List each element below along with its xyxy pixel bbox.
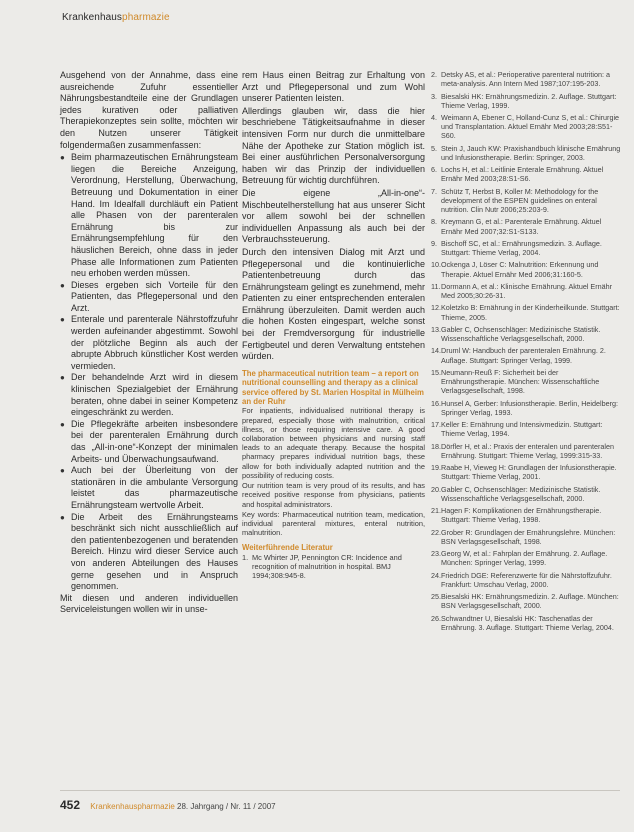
text-column-1 bbox=[60, 70, 238, 617]
reference-item bbox=[431, 325, 621, 343]
footer-rule bbox=[60, 790, 620, 791]
list-item: ● Der behandelnde Arzt wird in diesem klinischen Spezialgebiet der Ernährung beraten, ohne dabei in seiner Kompetenz eingeschränkt zu werden. bbox=[60, 372, 238, 418]
reference-text: Ockenga J, Löser C: Malnutrition: Erkennung und Therapie. Aktuel Ernähr Med 2006;31:160-5. bbox=[441, 260, 599, 279]
reference-number: 24. bbox=[431, 570, 441, 580]
footer-issue: 28. Jahrgang / Nr. 11 / 2007 bbox=[177, 802, 276, 811]
reference-text: Georg W, et al.: Fahrplan der Ernährung. 2. Auflage. München: Springer Verlag, 1999. bbox=[441, 549, 608, 568]
reference-text: Kreymann G, et al.: Parenterale Ernährung. Aktuel Ernähr Med 2007;32:S1-S133. bbox=[441, 217, 602, 236]
references-column bbox=[431, 70, 621, 635]
reference-item bbox=[431, 92, 621, 110]
page-number: 452 bbox=[60, 798, 81, 812]
reference-text: Weimann A, Ebener C, Holland-Cunz S, et al.: Chirurgie und Transplantation. Aktuel Ernähr Med 2003;28:S51-S60. bbox=[441, 113, 620, 141]
reference-item bbox=[431, 528, 621, 546]
reference-number: 18. bbox=[431, 441, 441, 451]
list-item: ● Enterale und parenterale Nährstoffzufuhr werden aufeinander abgestimmt. Sowohl der plötzliche Beginn als auch der abrupte Abbruch künstlicher Kost werden vermieden. bbox=[60, 314, 238, 372]
reference-text: Neumann-Reuß F: Sicherheit bei der Ernährungstherapie. München: Wissenschaftliche Verlagsgesellschaft, 1998. bbox=[441, 367, 600, 396]
footer-magazine: Krankenhauspharmazie bbox=[90, 802, 175, 811]
list-item: ● Die Arbeit des Ernährungsteams beschränkt sich nicht ausschließlich auf den patientenbezogenen und beratenden Bereich. Hinzu wird dieser Service auch von anderen Abteilungen des Hauses gerne gesehen und in Anspruch genommen. bbox=[60, 512, 238, 593]
reference-item bbox=[431, 399, 621, 417]
reference-item bbox=[431, 144, 621, 162]
reference-number: 25. bbox=[431, 592, 441, 602]
body-paragraph: Durch den intensiven Dialog mit Arzt und Pflegepersonal und die kontinuierliche Patientenbetreuung durch das Ernährungsteam gelingt es zunehmend, mehr Patienten zu einer entsprechenden enteralen Ernährung überzuleiten. Damit werden auch die hohen Kosten eingespart, welche sonst bei der Fremdversorgung für industrielle Fertigbeutel und deren Verwaltung entstehen würden. bbox=[242, 246, 425, 362]
list-item: ● Die Pflegekräfte arbeiten insbesondere bei der parenteralen Ernährung durch das „All-in-one“-Konzept der minimalen Arbeits- und Überwachungsaufwand. bbox=[60, 419, 238, 465]
reference-number: 1. bbox=[242, 552, 249, 562]
reference-number: 9. bbox=[431, 238, 437, 248]
reference-text: Gabler C, Ochsenschläger: Medizinische Statistik. Wissenschaftliche Verlagsgesellschaft, 2000. bbox=[441, 484, 601, 503]
reference-number: 20. bbox=[431, 484, 441, 494]
english-summary-title: The pharmaceutical nutrition team – a report on nutritional counselling and therapy as a clinical service offered by St. Marien Hospital in Mülheim an der Ruhr bbox=[242, 368, 424, 407]
reference-text: Koletzko B: Ernährung in der Kinderheilkunde. Stuttgart: Thieme, 2005. bbox=[441, 303, 620, 322]
intro-paragraph: Ausgehend von der Annahme, dass eine ausreichende Zufuhr essentieller Nährungsbestandteile eine der Grundlagen jedes kurativen oder palliativen Therapiekonzeptes sein sollte, möchten wir den Nutzen unserer Tätigkeit folgendermaßen zusammenfassen: bbox=[60, 70, 238, 150]
reference-number: 21. bbox=[431, 506, 441, 516]
reference-item bbox=[431, 70, 621, 88]
reference-number: 5. bbox=[431, 143, 437, 153]
reference-item bbox=[431, 217, 621, 235]
reference-list bbox=[431, 70, 621, 632]
reference-number: 13. bbox=[431, 324, 441, 334]
reference-number: 26. bbox=[431, 613, 441, 623]
reference-item bbox=[431, 187, 621, 215]
reference-item bbox=[431, 346, 621, 364]
reference-item bbox=[431, 592, 621, 610]
outro-paragraph: Mit diesen und anderen individuellen Serviceleistungen wollen wir in unse- bbox=[60, 592, 238, 615]
header-brand-part2: pharmazie bbox=[122, 12, 170, 23]
reference-item bbox=[431, 368, 621, 396]
reference-item bbox=[431, 549, 621, 567]
reference-text: Mc Whirter JP, Pennington CR: Incidence and recognition of malnutrition in hospital. BMJ 1994;308:945-8. bbox=[252, 552, 402, 581]
reference-number: 17. bbox=[431, 420, 441, 430]
summary-paragraph: Key words: Pharmaceutical nutrition team, medication, individual parenteral mixtures, enteral nutrition, malnutrition. bbox=[242, 509, 425, 538]
reference-text: Gabler C, Ochsenschläger: Medizinische Statistik. Wissenschaftliche Verlagsgesellschaft, 2000. bbox=[441, 324, 601, 344]
reference-text: Friedrich DGE: Referenzwerte für die Nährstoffzufuhr. Frankfurt: Umschau Verlag, 2000. bbox=[441, 570, 612, 589]
reference-number: 23. bbox=[431, 549, 441, 559]
reference-number: 4. bbox=[431, 113, 437, 122]
reference-number: 10. bbox=[431, 260, 441, 270]
reference-text: Keller E: Ernährung und Intensivmedizin. Stuttgart: Thieme Verlag, 1994. bbox=[441, 420, 603, 439]
reference-text: Schütz T, Herbst B, Koller M: Methodology for the development of the ESPEN guidelines on enteral nutrition. Clin Nutr 2006;25:203-9. bbox=[441, 186, 599, 215]
summary-paragraph: Our nutrition team is very proud of its results, and has received positive response from physicians, patients and hospital administrators. bbox=[242, 481, 425, 509]
reference-number: 12. bbox=[431, 303, 441, 313]
list-item: ● Dieses ergeben sich Vorteile für den Patienten, das Pflegepersonal und den Arzt. bbox=[60, 280, 238, 315]
literature-heading: Weiterführende Literatur bbox=[242, 543, 333, 553]
reference-text: Biesalski HK: Ernährungsmedizin. 2. Auflage. München: BSN Verlagsgesellschaft, 2000. bbox=[441, 592, 619, 611]
body-paragraph: Die eigene „All-in-one“-Mischbeutelherstellung hat aus unserer Sicht vor allem sowohl bei der schnellen individuellen Anpassung als auch bei der Verbrauchssteuerung. bbox=[242, 187, 425, 245]
reference-text: Biesalski HK: Ernährungsmedizin. 2. Auflage. Stuttgart: Thieme Verlag, 1999. bbox=[441, 91, 617, 110]
reference-text: Grober R: Grundlagen der Ernährungslehre. München: BSN Verlagsgesellschaft, 1998. bbox=[441, 527, 616, 546]
reference-number: 7. bbox=[431, 186, 437, 196]
header-brand-part1: Krankenhaus bbox=[62, 12, 123, 23]
reference-item bbox=[431, 463, 621, 481]
reference-number: 11. bbox=[431, 281, 441, 291]
reference-item bbox=[431, 282, 621, 300]
reference-text: Druml W: Handbuch der parenteralen Ernährung. 2. Auflage. Stuttgart: Springer Verlag, 1999. bbox=[441, 346, 606, 365]
running-header bbox=[62, 12, 170, 23]
reference-text: Bischoff SC, et al.: Ernährungsmedizin. 3. Auflage. Stuttgart: Thieme Verlag, 2004. bbox=[441, 238, 602, 258]
reference-number: 3. bbox=[431, 91, 437, 101]
benefits-list bbox=[60, 152, 238, 593]
reference-text: Lochs H, et al.: Leitlinie Enterale Ernährung. Aktuel Ernähr Med 2003;28:S1-S6. bbox=[441, 165, 604, 184]
body-paragraph: Allerdings glauben wir, dass die hier beschriebene Tätigkeitsaufnahme in dieser intensiven Form nur durch die unmittelbare Nähe der Apotheke zur Station möglich ist. Bei einer ausführlichen Personalversorgung haben wir das Prinzip der individuellen Betreuung für wichtig durchführen. bbox=[242, 105, 425, 186]
reference-text: Dörfler H, et al.: Praxis der enteralen und parenteralen Ernährung. Stuttgart: Thieme Verlag, 1999:315-33. bbox=[441, 441, 614, 460]
reference-item bbox=[431, 113, 621, 141]
reference-number: 14. bbox=[431, 346, 441, 356]
reference-item bbox=[431, 420, 621, 438]
reference-number: 16. bbox=[431, 398, 441, 408]
reference-number: 19. bbox=[431, 463, 441, 473]
reference-number: 22. bbox=[431, 527, 441, 537]
reference-text: Hagen F: Komplikationen der Ernährungstherapie. Stuttgart: Thieme Verlag, 1998. bbox=[441, 506, 602, 525]
reference-number: 6. bbox=[431, 165, 437, 175]
reference-item bbox=[431, 614, 621, 632]
reference-number: 8. bbox=[431, 217, 437, 227]
reference-item bbox=[431, 506, 621, 524]
reference-item bbox=[431, 442, 621, 460]
reference-text: Raabe H, Vieweg H: Grundlagen der Infusionstherapie. Stuttgart: Thieme Verlag, 2001. bbox=[441, 463, 617, 482]
reference-item bbox=[431, 260, 621, 278]
reference-text: Dormann A, et al.: Klinische Ernährung. Aktuel Ernähr Med 2005;30:26-31. bbox=[441, 281, 612, 301]
page-footer bbox=[60, 798, 276, 812]
reference-item bbox=[431, 239, 621, 257]
text-column-2 bbox=[242, 70, 425, 580]
summary-paragraph: For inpatients, individualised nutritional therapy is prepared, especially those with malnutrition, critical illness, or those requiring intensive care. A good collaboration between physicians and nursing staff leads to an adequate therapy. Because the hospital pharmacy prepares individual nutrition bags, these allow for both individually adapted nutrition and the possibility of reducing costs. bbox=[242, 406, 425, 480]
reference-text: Stein J, Jauch KW: Praxishandbuch klinische Ernährung und Infusionstherapie. Berlin: Springer, 2003. bbox=[441, 143, 621, 162]
reference-item bbox=[242, 553, 425, 581]
reference-number: 15. bbox=[431, 367, 441, 377]
reference-item bbox=[431, 485, 621, 503]
reference-item bbox=[431, 165, 621, 183]
reference-text: Detsky AS, et al.: Perioperative parenteral nutrition: a meta-analysis. Ann Intern Med 1987;107:195-203. bbox=[441, 70, 610, 89]
reference-item bbox=[431, 571, 621, 589]
body-paragraph: rem Haus einen Beitrag zur Erhaltung von Arzt und Pflegepersonal und zum Wohl unserer Patienten leisten. bbox=[242, 70, 425, 104]
list-item: ● Auch bei der Überleitung von der stationären in die ambulante Versorgung leistet das pharmazeutische Ernährungsteam wertvolle Arbeit. bbox=[60, 465, 238, 511]
list-item: ● Beim pharmazeutischen Ernährungsteam liegen die Bereiche Anzeigung, Verordnung, Herstellung, Überwachung, Betreuung und Dokumentation in einer Hand. Im Idealfall durchläuft ein Patient alle Phasen von der parenteralen Ernährung bis zur Ernährungsempfehlung für den häuslichen Bereich, ohne dass in jeder Phase alle Informationen zum Patienten neu erhoben werden müssen. bbox=[60, 152, 238, 280]
reference-number: 2. bbox=[431, 70, 437, 79]
reference-text: Hunsel A, Gerber: Infusionstherapie. Berlin, Heidelberg: Springer Verlag, 1993. bbox=[441, 398, 618, 417]
reference-item bbox=[431, 303, 621, 321]
reference-text: Schwandtner U, Biesalski HK: Taschenatlas der Ernährung. 3. Auflage. Stuttgart: Thieme Verlag, 2004. bbox=[441, 613, 614, 632]
